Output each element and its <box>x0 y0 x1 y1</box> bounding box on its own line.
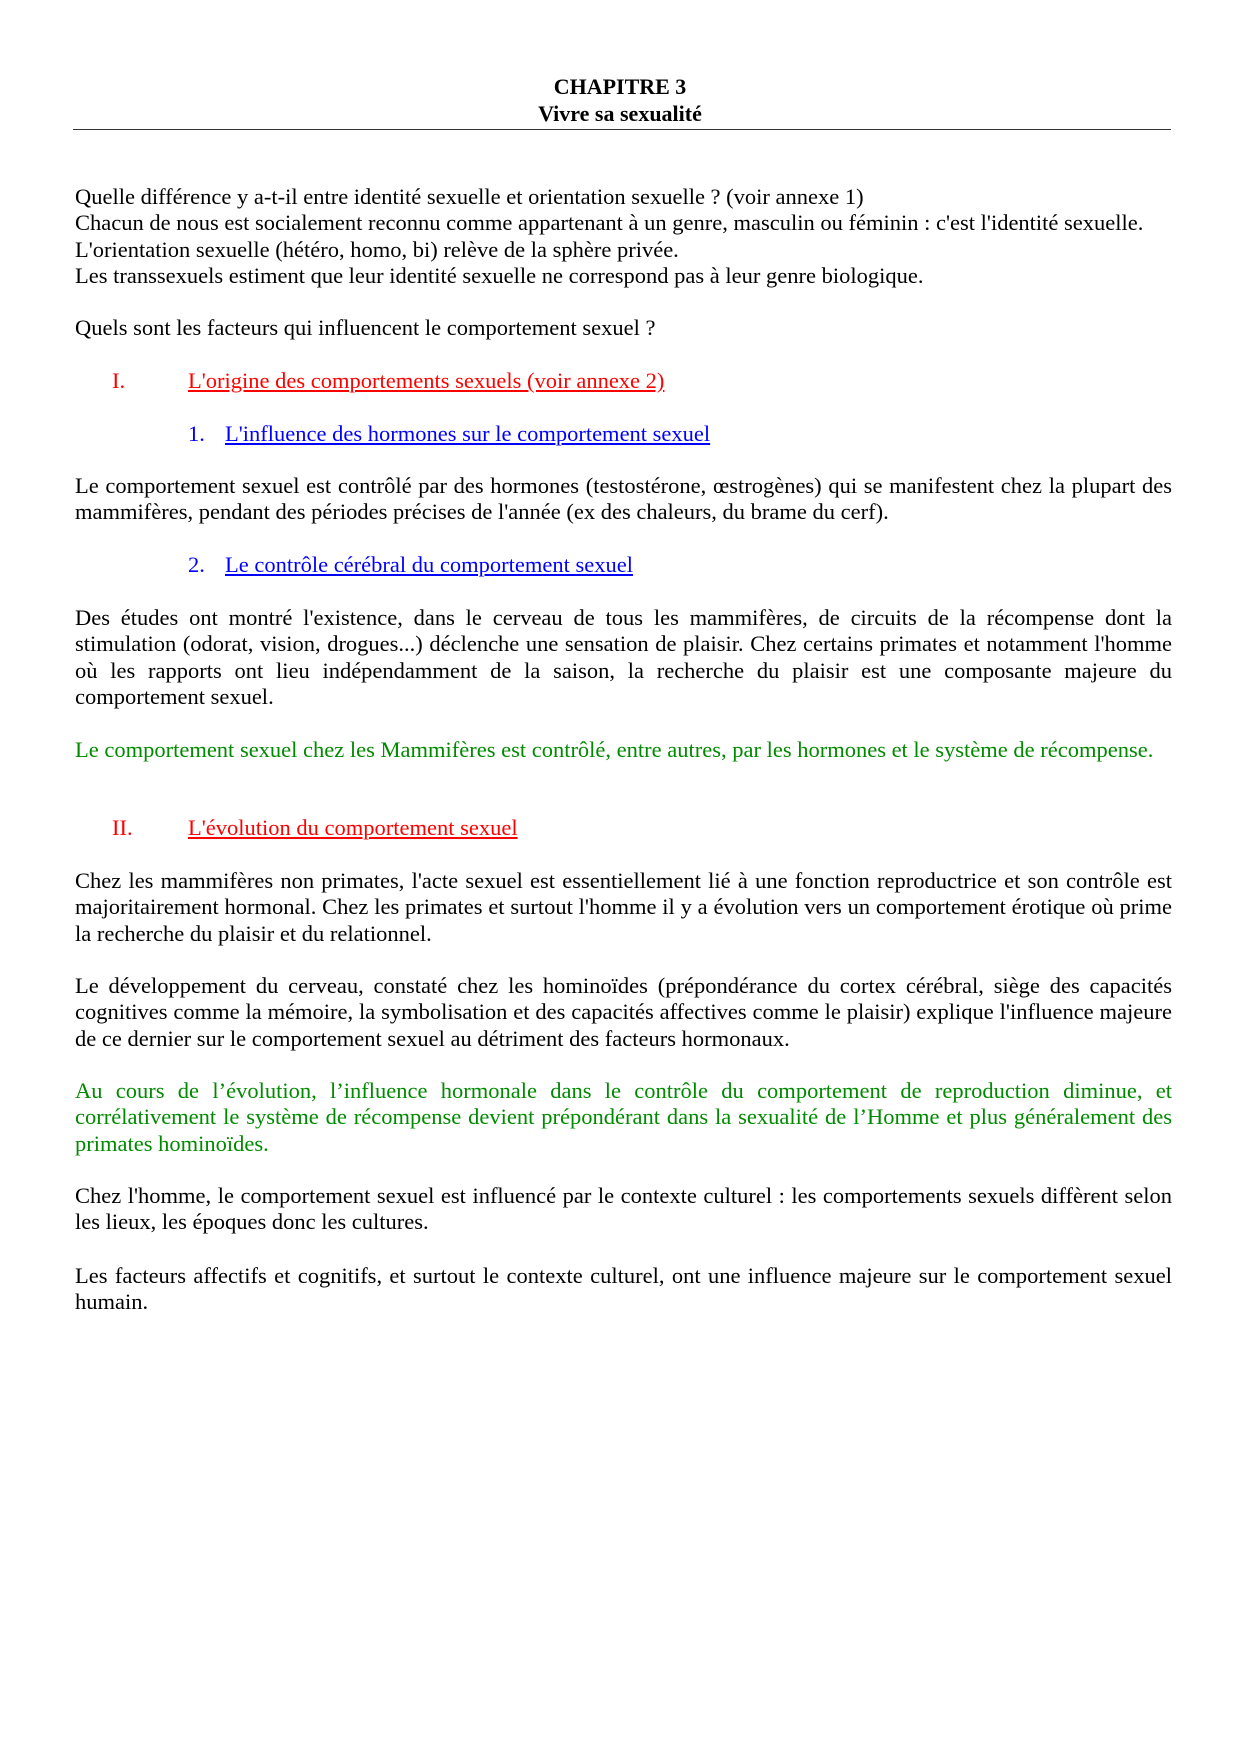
intro-line: L'orientation sexuelle (hétéro, homo, bi) relève de la sphère privée. <box>75 236 679 262</box>
section1-conclusion: Le comportement sexuel chez les Mammifères est contrôlé, entre autres, par les hormones et le système de récompense. <box>75 737 1154 762</box>
section2-number: II. <box>112 815 133 840</box>
title-divider <box>73 129 1171 130</box>
intro-line: Les transsexuels estiment que leur identité sexuelle ne correspond pas à leur genre biologique. <box>75 262 924 288</box>
intro-block <box>75 184 1172 289</box>
section2-paragraph: Le développement du cerveau, constaté chez les hominoïdes (prépondérance du cortex cérébral, siège des capacités cognitives comme la mémoire, la symbolisation et des capacités affectives comme le plaisir) explique l'influence majeure de ce dernier sur le comportement sexuel au détriment des facteurs hormonaux. <box>75 973 1172 1051</box>
section1-number: I. <box>112 368 126 393</box>
section2-title[interactable]: L'évolution du comportement sexuel <box>188 815 518 840</box>
question: Quels sont les facteurs qui influencent le comportement sexuel ? <box>75 315 656 340</box>
sub2-number: 2. <box>188 552 205 577</box>
intro-line: Chacun de nous est socialement reconnu comme appartenant à un genre, masculin ou féminin : c'est l'identité sexuelle. <box>75 210 1144 236</box>
sub2-text: Des études ont montré l'existence, dans le cerveau de tous les mammifères, de circuits de la récompense dont la stimulation (odorat, vision, drogues...) déclenche une sensation de plaisir. Chez certains primates et notamment l'homme où les rapports ont lieu indépendamment de la saison, la recherche du plaisir est une composante majeure du comportement sexuel. <box>75 605 1172 709</box>
intro-line: Quelle différence y a-t-il entre identité sexuelle et orientation sexuelle ? (voir annexe 1) <box>75 184 864 209</box>
sub1-number: 1. <box>188 421 205 446</box>
section2-paragraph: Les facteurs affectifs et cognitifs, et surtout le contexte culturel, ont une influence majeure sur le comportement sexuel humain. <box>75 1263 1172 1315</box>
section2-paragraph: Chez l'homme, le comportement sexuel est influencé par le contexte culturel : les comportements sexuels diffèrent selon les lieux, les époques donc les cultures. <box>75 1183 1172 1235</box>
section2-conclusion: Au cours de l’évolution, l’influence hormonale dans le contrôle du comportement de reproduction diminue, et corrélativement le système de récompense devient prépondérant dans la sexualité de l’Homme et plus généralement des primates hominoïdes. <box>75 1078 1172 1156</box>
section1-title[interactable]: L'origine des comportements sexuels (voir annexe 2) <box>188 368 665 393</box>
chapter-title: Vivre sa sexualité <box>538 101 702 126</box>
sub1-text: Le comportement sexuel est contrôlé par des hormones (testostérone, œstrogènes) qui se manifestent chez la plupart des mammifères, pendant des périodes précises de l'année (ex des chaleurs, du brame du cerf). <box>75 473 1172 525</box>
sub2-title[interactable]: Le contrôle cérébral du comportement sexuel <box>225 552 633 577</box>
section2-paragraph: Chez les mammifères non primates, l'acte sexuel est essentiellement lié à une fonction reproductrice et son contrôle est majoritairement hormonal. Chez les primates et surtout l'homme il y a évolution vers un comportement érotique où prime la recherche du plaisir et du relationnel. <box>75 868 1172 946</box>
sub1-title[interactable]: L'influence des hormones sur le comportement sexuel <box>225 421 711 446</box>
chapter-number: CHAPITRE 3 <box>553 74 687 99</box>
